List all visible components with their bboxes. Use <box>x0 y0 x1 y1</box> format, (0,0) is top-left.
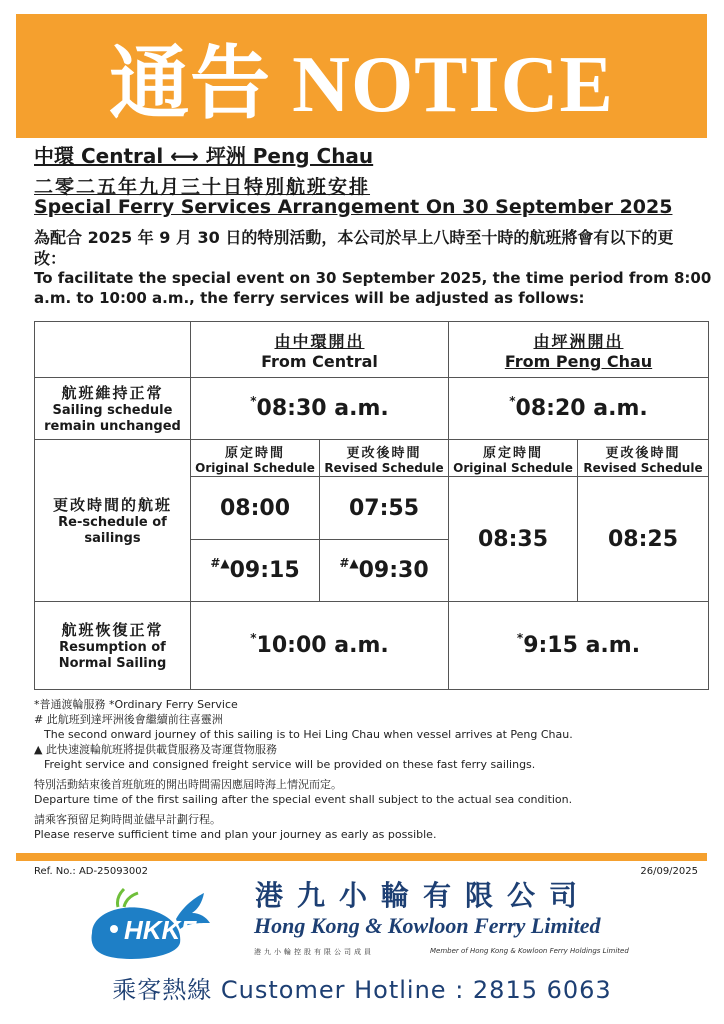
time-value: 09:30 <box>358 558 429 583</box>
row-resume-en: Resumption of Normal Sailing <box>58 640 167 671</box>
pengchau-unchanged-time: 08:20 a.m. <box>515 396 648 421</box>
company-name-cn: 港九小輪有限公司 <box>255 879 592 912</box>
time-value: 08:00 <box>219 495 291 521</box>
central-original-header <box>191 440 320 477</box>
time-value: 07:55 <box>348 495 420 521</box>
member-en: Member of Hong Kong & Kowloon Ferry Holdings Limited <box>430 947 629 955</box>
time-value: 09:15 <box>229 558 300 583</box>
ordinary-mark: * <box>250 394 257 408</box>
ordinary-mark: * <box>516 631 524 645</box>
notice-title: 通告 NOTICE <box>109 40 614 129</box>
central-revised-1 <box>320 477 449 540</box>
original-cn: 原定時間 <box>224 445 285 461</box>
pengchau-resume-cell <box>449 602 709 690</box>
note-triangle-cn: ▲ 此快速渡輪航班將提供載貨服務及寄運貨物服務 <box>34 743 277 756</box>
note-departure-cn: 特別活動結束後首班航班的開出時間需因應屆時海上情況而定。 <box>34 778 342 791</box>
intro-english: To facilitate the special event on 30 September 2025, the time period from 8:00 a.m. to 10:00 a.m., the ferry services will be adjusted as follows: <box>34 269 712 307</box>
table-row <box>35 602 709 690</box>
title-chinese: 二零二五年九月三十日特別航班安排 <box>34 176 371 198</box>
original-en: Original Schedule <box>195 460 315 475</box>
notice-banner <box>16 14 707 138</box>
note-reserve-cn: 請乘客預留足夠時間並儘早計劃行程。 <box>34 813 221 826</box>
route-heading: 中環 Central ⟷ 坪洲 Peng Chau <box>34 144 374 168</box>
table-header-row <box>35 322 709 378</box>
revised-en: Revised Schedule <box>324 460 444 475</box>
pengchau-original-header <box>449 440 578 477</box>
central-original-1 <box>191 477 320 540</box>
header-blank-cell <box>35 322 191 378</box>
note-reserve-en: Please reserve sufficient time and plan your journey as early as possible. <box>34 828 437 841</box>
note-hash-en: The second onward journey of this sailing is to Hei Ling Chau when vessel arrives at Peng Chau. <box>44 728 573 741</box>
freight-marks: #▲ <box>339 556 359 570</box>
central-unchanged-time: 08:30 a.m. <box>256 396 389 421</box>
note-ordinary: *普通渡輪服務 *Ordinary Ferry Service <box>34 698 238 711</box>
row-reschedule-cn: 更改時間的航班 <box>52 496 172 514</box>
original-cn: 原定時間 <box>482 445 543 461</box>
notice-date: 26/09/2025 <box>640 866 698 877</box>
central-resume-cell <box>191 602 449 690</box>
customer-hotline: 乘客熱線 Customer Hotline : 2815 6063 <box>112 976 612 1004</box>
from-central-en: From Central <box>261 351 378 371</box>
row-label-unchanged <box>35 378 191 440</box>
hkkf-whale-logo-icon <box>84 885 234 965</box>
note-departure-en: Departure time of the first sailing after the special event shall subject to the actual sea condition. <box>34 793 573 806</box>
pengchau-revised-header <box>578 440 709 477</box>
table-row <box>35 440 709 477</box>
central-revised-2 <box>320 540 449 602</box>
ordinary-mark: * <box>509 394 516 408</box>
central-resume-time: 10:00 a.m. <box>256 633 389 658</box>
from-pengchau-en: From Peng Chau <box>504 351 653 371</box>
row-reschedule-en: Re-schedule of sailings <box>58 515 167 546</box>
title-english: Special Ferry Services Arrangement On 30 September 2025 <box>34 196 673 218</box>
from-pengchau-header <box>449 322 709 378</box>
ordinary-mark: * <box>250 631 257 645</box>
central-revised-header <box>320 440 449 477</box>
table-row <box>35 378 709 440</box>
from-pengchau-cn: 由坪洲開出 <box>533 331 624 351</box>
intro-chinese: 為配合 2025 年 9 月 30 日的特別活動，本公司於早上八時至十時的航班將會有以下的更改： <box>34 228 674 268</box>
pengchau-original <box>449 477 578 602</box>
central-original-2 <box>191 540 320 602</box>
company-name-en: Hong Kong & Kowloon Ferry Limited <box>254 913 601 938</box>
freight-marks: #▲ <box>210 556 230 570</box>
footnotes <box>34 697 714 842</box>
from-central-cn: 由中環開出 <box>274 331 365 351</box>
row-label-resume <box>35 602 191 690</box>
pengchau-unchanged-cell <box>449 378 709 440</box>
member-cn: 港九小輪控股有限公司成員 <box>254 948 374 956</box>
row-unchanged-cn: 航班維持正常 <box>61 384 164 402</box>
revised-cn: 更改後時間 <box>605 445 681 461</box>
row-unchanged-en: Sailing schedule remain unchanged <box>44 403 181 434</box>
logo-text: HKKF <box>124 915 197 945</box>
row-resume-cn: 航班恢復正常 <box>61 621 164 639</box>
revised-en: Revised Schedule <box>583 460 703 475</box>
schedule-table <box>34 321 709 690</box>
revised-cn: 更改後時間 <box>346 445 422 461</box>
reference-number: Ref. No.: AD-25093002 <box>34 866 148 877</box>
pengchau-resume-time: 9:15 a.m. <box>523 633 641 658</box>
time-value: 08:35 <box>477 526 549 552</box>
note-triangle-en: Freight service and consigned freight service will be provided on these fast ferry sailings. <box>44 758 536 771</box>
note-hash-cn: # 此航班到達坪洲後會繼續前往喜靈洲 <box>34 713 223 726</box>
original-en: Original Schedule <box>453 460 573 475</box>
time-value: 08:25 <box>607 526 679 552</box>
footer-divider <box>16 853 707 861</box>
row-label-reschedule <box>35 440 191 602</box>
from-central-header <box>191 322 449 378</box>
pengchau-revised <box>578 477 709 602</box>
central-unchanged-cell <box>191 378 449 440</box>
